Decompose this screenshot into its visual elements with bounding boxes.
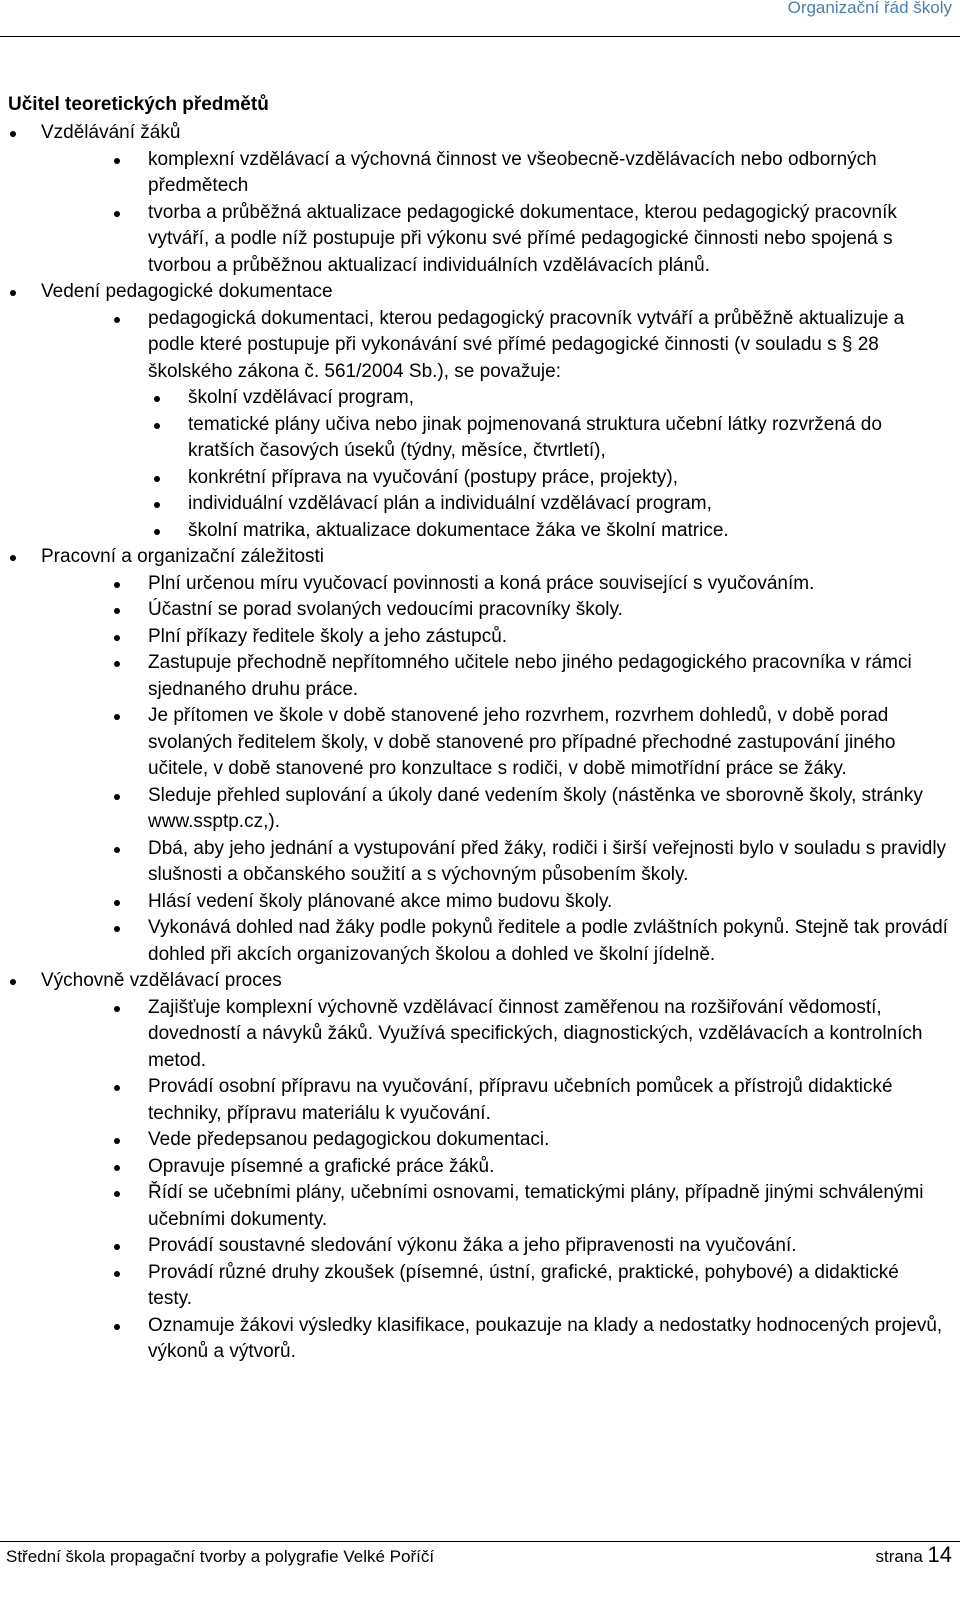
sub-list-item-text: Zajišťuje komplexní výchovně vzdělávací činnost zaměřenou na rozšiřování vědomostí, dovedností a návyků žáků. Využívá specifických, diagnostických, vzdělávacích a kontrolních metod. — [148, 996, 923, 1071]
sub-list-item-text: Plní určenou míru vyučovací povinnosti a koná práce související s vyučováním. — [148, 572, 815, 594]
sub-list — [74, 147, 948, 280]
sub-sub-list — [115, 385, 948, 544]
sub-list-item — [41, 1313, 948, 1366]
document-title: Organizační řád školy — [787, 0, 952, 17]
school-name: Střední škola propagační tvorby a polygrafie Velké Poříčí — [6, 1547, 435, 1566]
sub-list-item-text: Vykonává dohled nad žáky podle pokynů ředitele a podle zvláštních pokynů. Stejně tak provádí dohled při akcích organizovaných školou a dohled ve školní jídelně. — [148, 917, 948, 965]
sub-list — [74, 571, 948, 969]
sub-sub-list-item: tematické plány učiva nebo jinak pojmenovaná struktura učební látky rozvržená do kratších časových úseků (týdny, měsíce, čtvrtletí), — [8, 412, 948, 465]
sub-list-item — [41, 783, 948, 836]
sub-list-item-text: Zastupuje přechodně nepřítomného učitele nebo jiného pedagogického pracovníka v rámci sjednaného druhu práce. — [148, 652, 912, 700]
sub-list-item — [41, 597, 948, 624]
sub-list-item-text: tvorba a průběžná aktualizace pedagogické dokumentace, kterou pedagogický pracovník vytváří, a podle níž postupuje při výkonu své přímé pedagogické činnosti nebo spojená s tvorbou a průběžnou aktualizací individuálních vzdělávacích plánů. — [148, 201, 897, 276]
sub-list-item-text: Plní příkazy ředitele školy a jeho zástupců. — [148, 625, 508, 647]
sub-list-item — [41, 624, 948, 651]
page-header — [0, 0, 960, 37]
list-item-label: Výchovně vzdělávací proces — [41, 970, 282, 991]
section-title: Učitel teoretických předmětů — [8, 94, 269, 115]
sub-list-item-text: Řídí se učebními plány, učebními osnovami, tematickými plány, případně jinými schválenými učebními dokumenty. — [148, 1182, 924, 1230]
sub-list-item — [41, 650, 948, 703]
sub-list-item-text: Provádí různé druhy zkoušek (písemné, ústní, grafické, praktické, pohybové) a didaktické testy. — [148, 1261, 899, 1309]
page-footer — [0, 1541, 960, 1602]
list-item-label: Vedení pedagogické dokumentace — [41, 281, 333, 302]
main-list — [8, 120, 948, 1366]
sub-list-item — [41, 1154, 948, 1181]
sub-sub-list-item: konkrétní příprava na vyučování (postupy práce, projekty), — [8, 465, 948, 492]
list-item — [8, 544, 948, 968]
sub-list-item-text: Je přítomen ve škole v době stanovené jeho rozvrhem, rozvrhem dohledů, v době porad svolaných ředitelem školy, v době stanovené pro případné přechodné zastupování jiného učitele, v době stanovené pro konzultace s rodiči, v době mimotřídní práce se žáky. — [148, 705, 896, 779]
list-item — [8, 120, 948, 279]
document-body — [8, 92, 948, 1366]
sub-list-item — [41, 1260, 948, 1313]
page-indicator — [876, 1542, 952, 1568]
sub-sub-list-item: individuální vzdělávací plán a individuální vzdělávací program, — [8, 491, 948, 518]
sub-list — [74, 306, 948, 545]
list-item — [8, 968, 948, 1366]
page-number: 14 — [927, 1542, 952, 1567]
list-item — [8, 279, 948, 544]
sub-list-item-text: Dbá, aby jeho jednání a vystupování před žáky, rodiči i širší veřejnosti bylo v souladu s pravidly slušnosti a občanského soužití a s výchovným působením školy. — [148, 837, 947, 885]
sub-list-item — [41, 1127, 948, 1154]
sub-list-item-text: komplexní vzdělávací a výchovná činnost ve všeobecně-vzdělávacích nebo odborných předmětech — [148, 148, 877, 196]
sub-list-item — [41, 836, 948, 889]
sub-list-item — [41, 1180, 948, 1233]
sub-list-item — [41, 703, 948, 783]
sub-list-item-text: Provádí soustavné sledování výkonu žáka a jeho připravenosti na vyučování. — [148, 1235, 797, 1256]
sub-list — [74, 995, 948, 1366]
sub-sub-list-item: školní vzdělávací program, — [8, 385, 948, 412]
sub-list-item-text: Oznamuje žákovi výsledky klasifikace, poukazuje na klady a nedostatky hodnocených projevů, výkonů a výtvorů. — [148, 1314, 943, 1362]
sub-list-item — [41, 147, 948, 200]
sub-sub-list-item: školní matrika, aktualizace dokumentace žáka ve školní matrice. — [8, 518, 948, 545]
sub-list-item-text: Provádí osobní přípravu na vyučování, přípravu učebních pomůcek a přístrojů didaktické techniky, přípravu materiálu k vyučování. — [148, 1076, 893, 1124]
sub-list-item-text: pedagogická dokumentaci, kterou pedagogický pracovník vytváří a průběžně aktualizuje a podle které postupuje při vykonávání své přímé pedagogické činnosti (v souladu s § 28 školského zákona č. 561/2004 Sb.), se považuje: — [148, 307, 905, 382]
sub-list-item — [41, 995, 948, 1075]
sub-list-item-text: Hlásí vedení školy plánované akce mimo budovu školy. — [148, 890, 613, 912]
sub-list-item — [41, 571, 948, 598]
list-item-label: Pracovní a organizační záležitosti — [41, 546, 325, 567]
page-label: strana — [875, 1547, 923, 1566]
sub-list-item — [41, 1233, 948, 1260]
sub-list-item — [41, 915, 948, 968]
sub-list-item — [41, 889, 948, 916]
sub-list-item-text: Sleduje přehled suplování a úkoly dané vedením školy (nástěnka ve sborovně školy, stránky www.ssptp.cz,). — [148, 784, 923, 832]
sub-list-item — [41, 1074, 948, 1127]
list-item-label: Vzdělávání žáků — [41, 122, 181, 143]
sub-list-item-text: Účastní se porad svolaných vedoucími pracovníky školy. — [148, 599, 623, 620]
sub-list-item — [41, 306, 948, 545]
sub-list-item-text: Vede předepsanou pedagogickou dokumentaci. — [148, 1129, 550, 1150]
sub-list-item-text: Opravuje písemné a grafické práce žáků. — [148, 1155, 495, 1177]
sub-list-item — [41, 200, 948, 280]
